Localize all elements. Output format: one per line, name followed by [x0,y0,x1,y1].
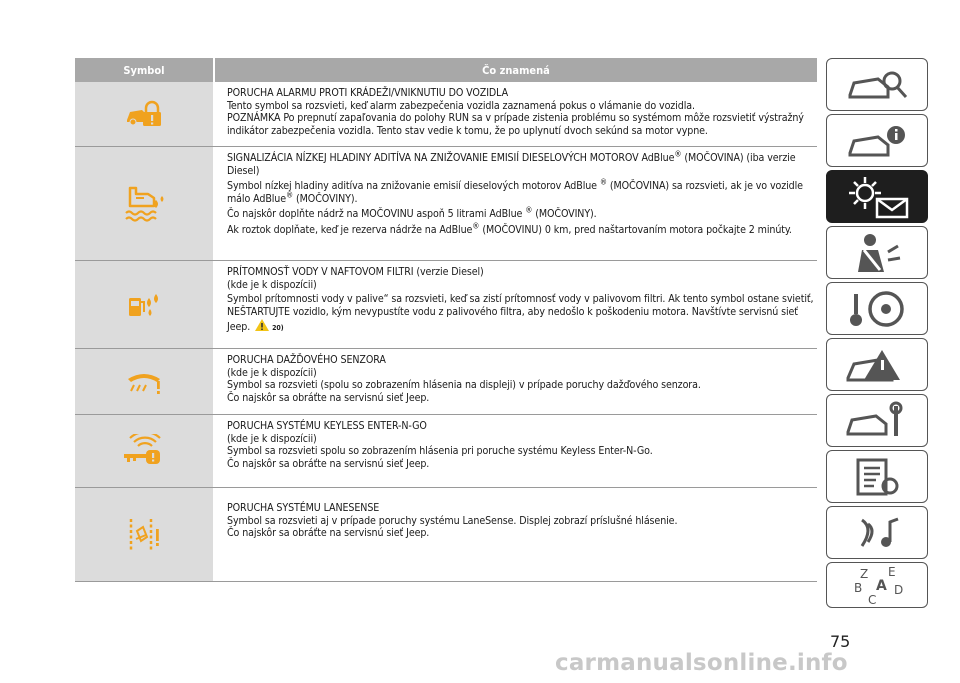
document-gear-icon [842,456,912,498]
chapter-tab-starting-driving[interactable] [826,282,928,335]
chapter-tab-servicing[interactable] [826,394,928,447]
warning-lights-table [75,58,817,582]
row-title: PORUCHA SYSTÉMU KEYLESS ENTER-N-GO [227,420,427,432]
row-title: PRÍTOMNOSŤ VODY V NAFTOVOM FILTRI (verzie Diesel) [227,266,484,278]
keyless-key-icon [122,434,166,468]
rain-sensor-icon [124,369,164,395]
alphabetical-index-icon [842,564,912,606]
multimedia-icon [842,512,912,554]
car-info-icon [842,121,912,161]
chapter-tab-dashboard[interactable] [826,114,928,167]
watermark: carmanualsonline.info [555,650,848,676]
table-row [75,147,817,261]
svg-text:D: D [894,583,904,597]
row-text: Symbol prítomnosti vody v palive“ sa rozsvieti, keď sa zistí prítomnosť vody v palivovom filtri. Ak tento symbol ostane svietiť, NEŠTARTUJTE vozidlo, kým nevypustíte vodu z palivového filtra, aby nedošlo k poškodeniu motora. Navštívte servisnú sieť Jeep. 20) [227,293,817,336]
car-key-icon [842,65,912,105]
row-text: Tento symbol sa rozsvieti, keď alarm zabezpečenia vozidla zaznamená pokus o vlámanie do vozidla. [227,99,695,112]
row-text: Čo najskôr sa obráťte na servisnú sieť Jeep. [227,391,430,404]
row-title: SIGNALIZÁCIA NÍZKEJ HLADINY ADITÍVA NA ZNIŽOVANIE EMISIÍ DIESELOVÝCH MOTOROV AdBlue® (MOČOVINA) (iba verzie Diesel) [227,149,796,177]
table-header [75,58,817,82]
row-text: Symbol nízkej hladiny aditíva na znižovanie emisií dieselových motorov AdBlue ® (MOČOVINA) sa rozsvieti, ak je vo vozidle málo AdBlue® (MOČOVINY). [227,177,803,205]
table-row [75,415,817,488]
chapter-tab-multimedia[interactable] [826,506,928,559]
adblue-icon [122,184,166,224]
row-text: Symbol sa rozsvieti (spolu so zobrazením hlásenia na displeji) v prípade poruchy dažďového senzora. [227,379,701,392]
table-row [75,261,817,349]
header-meaning: Čo znamená [213,58,817,82]
row-text: Čo najskôr sa obráťte na servisnú sieť Jeep. [227,457,430,470]
row-text: Symbol sa rozsvieti aj v prípade poruchy systému LaneSense. Displej zobrazí príslušné hlásenie. [227,514,678,527]
row-title: PORUCHA ALARMU PROTI KRÁDEŽI/VNIKNUTIU DO VOZIDLA [227,87,509,99]
svg-text:Z: Z [860,567,869,581]
row-note: POZNÁMKA Po prepnutí zapaľovania do polohy RUN sa v prípade zistenia problému so systémom môže rozsvietiť výstražný indikátor zabezpečenia vozidla. Tento stav vedie k tomu, že po uplynutí dvoch sekúnd sa motor vypne. [227,112,804,137]
table-row [75,349,817,415]
row-text: Čo najskôr sa obráťte na servisnú sieť Jeep. [227,527,430,540]
page-number: 75 [830,632,851,651]
row-subtitle: (kde je k dispozícii) [227,278,317,291]
row-text: Čo najskôr doplňte nádrž na MOČOVINU aspoň 5 litrami AdBlue ® (MOČOVINY). [227,205,597,221]
table-row [75,82,817,147]
car-emergency-icon [842,344,912,386]
table-row [75,488,817,582]
warning-triangle-icon [254,318,270,336]
svg-text:B: B [854,581,863,595]
chapter-tab-safety[interactable] [826,226,928,279]
chapter-tab-index[interactable] [826,562,928,608]
alarm-lock-icon [124,100,164,128]
chapter-tab-getting-to-know[interactable] [826,58,928,111]
row-subtitle: (kde je k dispozícii) [227,366,317,379]
footnote-ref: 20) [272,324,284,333]
water-in-fuel-icon [127,292,161,318]
row-subtitle: (kde je k dispozícii) [227,432,317,445]
car-wrench-icon [842,400,912,442]
warning-light-message-icon [841,175,913,219]
row-title: PORUCHA SYSTÉMU LANESENSE [227,502,380,514]
row-text: Symbol sa rozsvieti spolu so zobrazením hlásenia pri poruche systému Keyless Enter-N-Go. [227,445,653,458]
chapter-tab-technical-data[interactable] [826,450,928,503]
svg-text:E: E [888,565,896,579]
seatbelt-person-icon [842,232,912,274]
row-title: PORUCHA DAŽĎOVÉHO SENZORA [227,354,386,366]
svg-text:C: C [868,593,877,606]
row-text: Ak roztok doplňate, keď je rezerva nádrže na AdBlue® (MOČOVINU) 0 km, pred naštartovaním motora počkajte 2 minúty. [227,221,792,236]
steering-wheel-icon [842,288,912,330]
svg-text:A: A [876,578,887,594]
lanesense-icon [127,517,161,553]
chapter-tab-emergency[interactable] [826,338,928,391]
header-symbol: Symbol [123,63,165,77]
chapter-tab-warning-lights[interactable] [826,170,928,223]
